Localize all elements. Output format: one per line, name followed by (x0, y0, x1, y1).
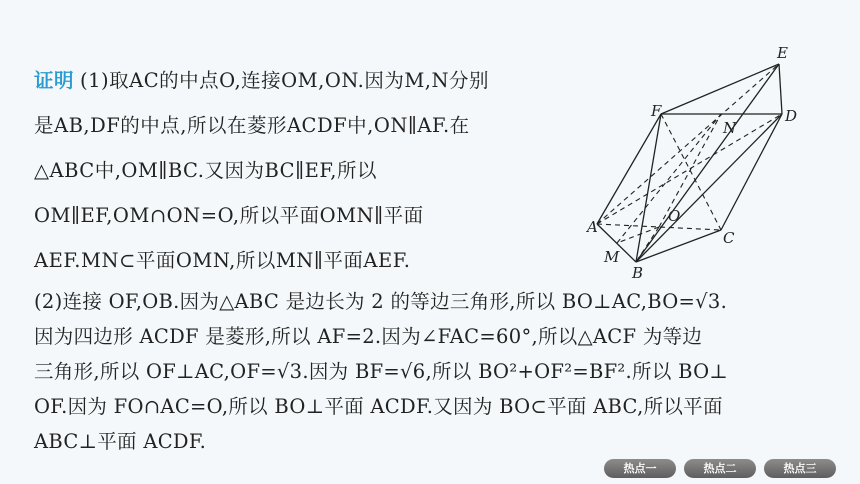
proof-text: (1)取AC的中点O,连接OM,ON.因为M,N分别 (80, 69, 490, 92)
label-E: E (777, 44, 788, 62)
proof-part2 (34, 284, 834, 459)
geometry-figure (586, 40, 806, 285)
edge-ED (779, 64, 782, 114)
proof-line-4: OM∥EF,OM∩ON=O,所以平面OMN∥平面 (34, 204, 424, 227)
proof-line-10: ABC⊥平面 ACDF. (34, 430, 207, 453)
edge-BC (636, 230, 721, 262)
label-N: N (723, 119, 737, 137)
proof-line-7: 因为四边形 ACDF 是菱形,所以 AF=2.因为∠FAC=60°,所以△ACF 为等边 (34, 325, 703, 348)
proof-line-5: AEF.MN⊂平面OMN,所以MN∥平面AEF. (34, 249, 411, 272)
proof-part1 (34, 58, 574, 283)
proof-tag: 证明 (34, 69, 75, 92)
label-C: C (723, 229, 735, 247)
hotspot-nav (604, 459, 836, 478)
label-F: F (651, 102, 662, 120)
label-A: A (587, 218, 598, 236)
proof-line-6: (2)连接 OF,OB.因为△ABC 是边长为 2 的等边三角形,所以 BO⊥AC,BO=√3. (34, 290, 728, 313)
proof-line-1 (34, 58, 574, 103)
proof-line-3: △ABC中,OM∥BC.又因为BC∥EF,所以 (34, 159, 378, 182)
label-D: D (785, 107, 798, 125)
label-O: O (668, 207, 681, 225)
label-M: M (604, 248, 620, 266)
proof-line-9: OF.因为 FO∩AC=O,所以 BO⊥平面 ACDF.又因为 BO⊂平面 ABC,所以平面 (34, 395, 723, 418)
hotspot-2-button[interactable]: 热点二 (684, 459, 756, 478)
proof-line-2: 是AB,DF的中点,所以在菱形ACDF中,ON∥AF.在 (34, 114, 470, 137)
proof-line-8: 三角形,所以 OF⊥AC,OF=√3.因为 BF=√6,所以 BO²+OF²=BF².所以 BO⊥ (34, 360, 729, 383)
label-B: B (632, 264, 644, 282)
hotspot-1-button[interactable]: 热点一 (604, 459, 676, 478)
hotspot-3-button[interactable]: 热点三 (764, 459, 836, 478)
